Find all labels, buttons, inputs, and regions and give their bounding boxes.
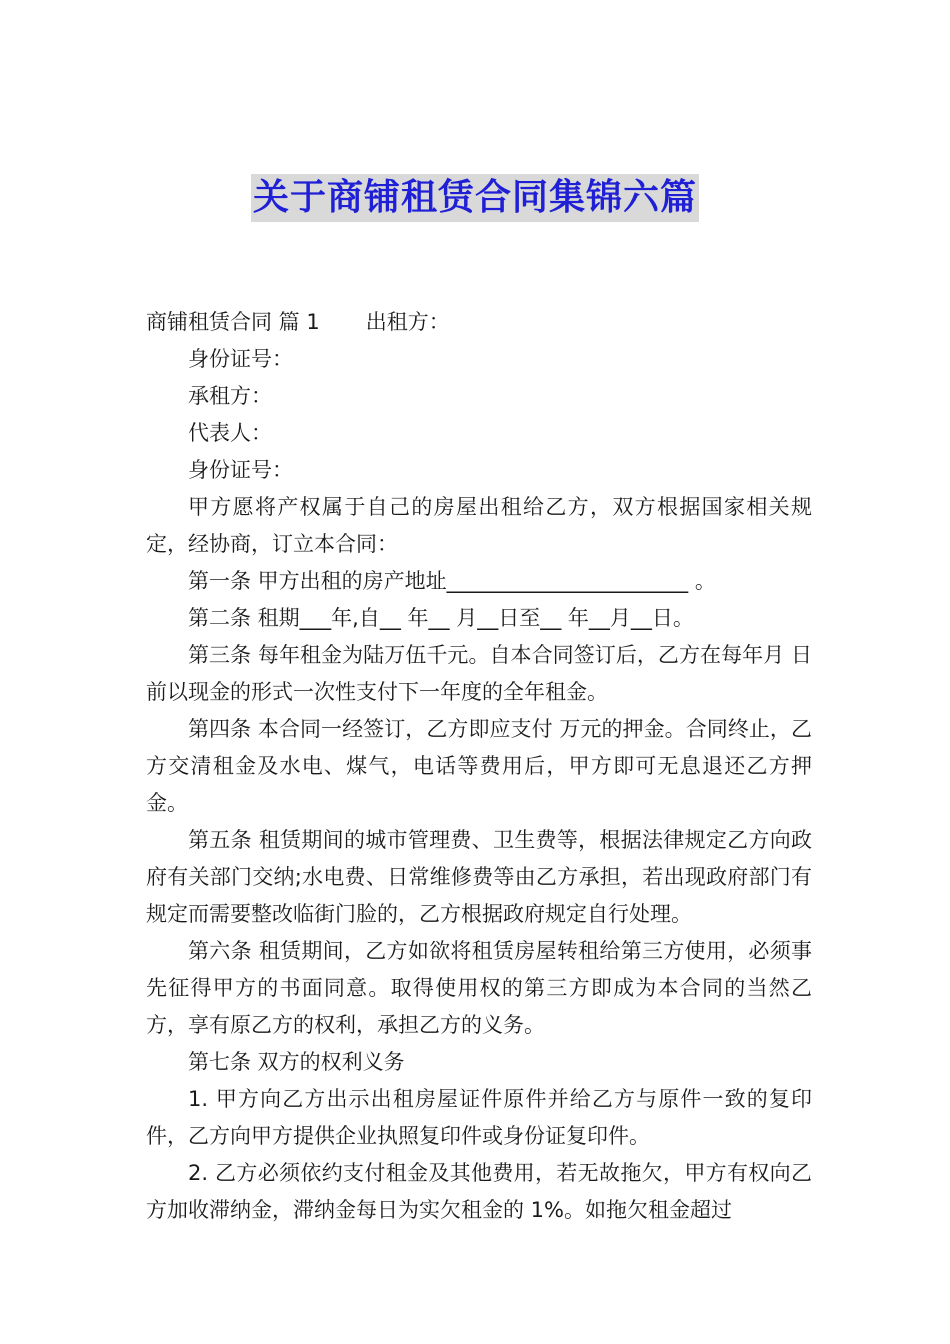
heading-line [146,304,812,341]
section-heading: 商铺租赁合同 篇 1 [146,310,320,334]
lessee-field: 承租方： [188,384,272,408]
article-6: 第六条 租赁期间，乙方如欲将租赁房屋转租给第三方使用，必须事先征得甲方的书面同意。取得使用权的第三方即成为本合同的当然乙方，享有原乙方的权利，承担乙方的义务。 [146,939,812,1037]
article-5: 第五条 租赁期间的城市管理费、卫生费等，根据法律规定乙方向政府有关部门交纳;水电费、日常维修费等由乙方承担，若出现政府部门有规定而需要整改临街门脸的，乙方根据政府规定自行处理。 [146,828,812,926]
id-number-field-1: 身份证号： [188,347,293,371]
lessor-label: 出租方： [365,310,450,334]
representative-field: 代表人： [188,421,272,445]
article-4: 第四条 本合同一经签订，乙方即应支付 万元的押金。合同终止，乙方交清租金及水电、煤气，电话等费用后，甲方即可无息退还乙方押金。 [146,717,812,815]
paragraph-intro: 甲方愿将产权属于自己的房屋出租给乙方，双方根据国家相关规定，经协商，订立本合同： [146,495,812,556]
article-7-item-2: 2. 乙方必须依约支付租金及其他费用，若无故拖欠，甲方有权向乙方加收滞纳金，滞纳金每日为实欠租金的 1%。如拖欠租金超过 [146,1161,812,1222]
article-7-item-1: 1. 甲方向乙方出示出租房屋证件原件并给乙方与原件一致的复印件，乙方向甲方提供企业执照复印件或身份证复印件。 [146,1087,812,1148]
article-1: 第一条 甲方出租的房产地址_______________________ 。 [188,569,716,593]
title-wrap [0,174,950,222]
document-title: 关于商铺租赁合同集锦六篇 [251,174,699,222]
article-7-heading: 第七条 双方的权利义务 [188,1050,405,1074]
article-3: 第三条 每年租金为陆万伍千元。自本合同签订后，乙方在每年月 日前以现金的形式一次性支付下一年度的全年租金。 [146,643,812,704]
article-2: 第二条 租期___年,自__ 年__ 月__日至__ 年__月__日。 [188,606,694,630]
document-body [146,304,812,1229]
id-number-field-2: 身份证号： [188,458,293,482]
